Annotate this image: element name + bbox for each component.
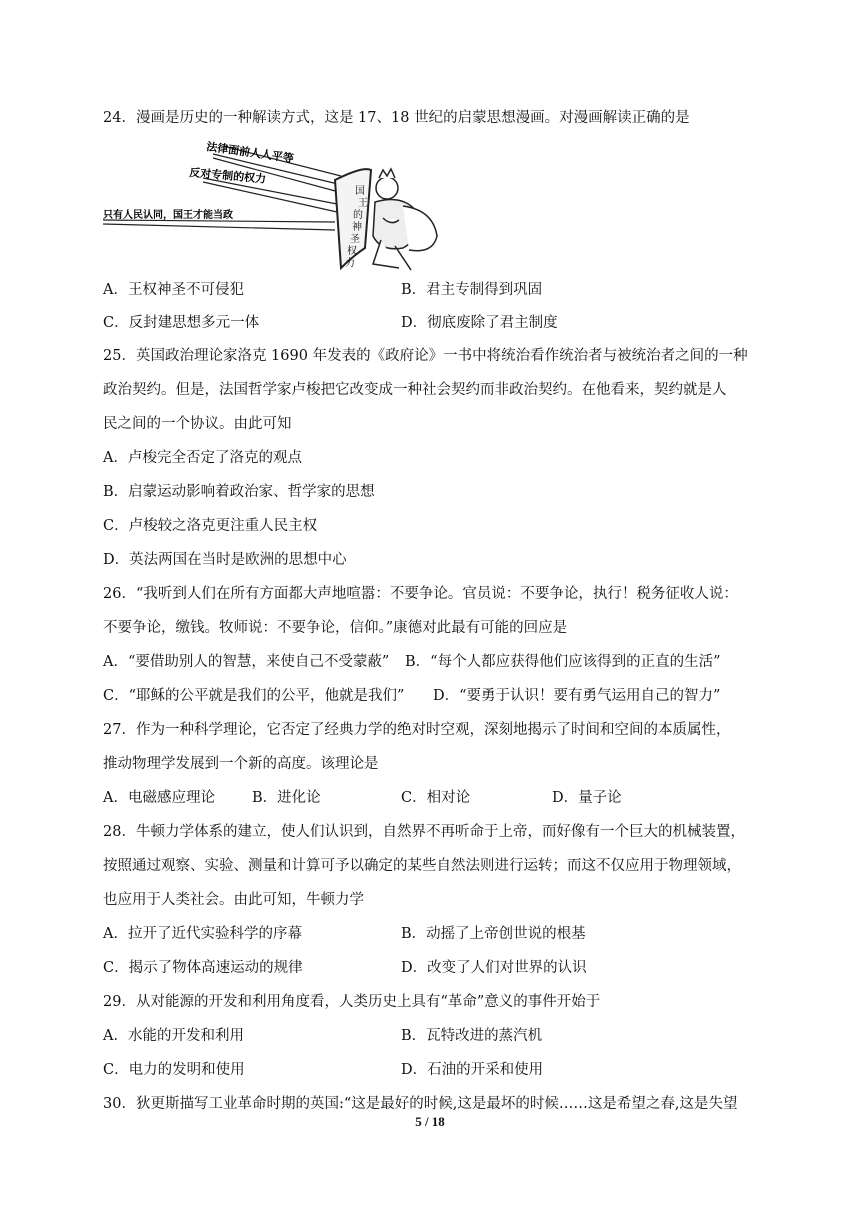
q25-line-2: 政治契约。但是，法国哲学家卢梭把它改变成一种社会契约而非政治契约。在他看来，契约就是人 [103,382,727,398]
cartoon-label-3: 只有人民认同，国王才能当政 [103,210,233,221]
q29-option-c: C．电力的发明和使用 [103,1062,245,1078]
q26-option-d: D．“要勇于认识！要有勇气运用自己的智力” [433,688,721,704]
q24-stem: 24．漫画是历史的一种解读方式，这是 17、18 世纪的启蒙思想漫画。对漫画解读正确的是 [103,110,690,126]
q25-option-c: C．卢梭较之洛克更注重人民主权 [103,518,318,534]
q28-line-1: 28．牛顿力学体系的建立，使人们认识到，自然界不再听命于上帝，而好像有一个巨大的机械装置， [103,824,745,840]
q27-option-a: A．电磁感应理论 [103,790,215,806]
q24-option-d: D．彻底废除了君主制度 [401,315,558,331]
enlightenment-cartoon [103,136,443,276]
q27-line-2: 推动物理学发展到一个新的高度。该理论是 [103,756,379,772]
q25-option-d: D．英法两国在当时是欧洲的思想中心 [103,552,347,568]
q26-line-2: 不要争论，缴钱。牧师说：不要争论，信仰。”康德对此最有可能的回应是 [103,620,568,636]
q30-stem: 30．狄更斯描写工业革命时期的英国:“这是最好的时候,这是最坏的时候……这是希望之春,这是失望 [103,1096,738,1112]
q29-option-a: A．水能的开发和利用 [103,1028,244,1044]
page-number: 5 / 18 [415,1114,445,1129]
q29-stem: 29．从对能源的开发和利用角度看，人类历史上具有“革命”意义的事件开始于 [103,994,601,1010]
q24-option-a: A．王权神圣不可侵犯 [103,282,244,298]
q28-line-3: 也应用于人类社会。由此可知，牛顿力学 [103,892,364,908]
q25-option-b: B．启蒙运动影响着政治家、哲学家的思想 [103,484,375,500]
q28-option-a: A．拉开了近代实验科学的序幕 [103,926,302,942]
q27-option-d: D．量子论 [552,790,622,806]
q28-option-d: D．改变了人们对世界的认识 [401,960,587,976]
q26-line-1: 26．“我听到人们在所有方面都大声地喧嚣：不要争论。官员说：不要争论，执行！税务征收人说： [103,586,738,602]
cartoon-label-2: 反对专制的权力 [188,166,267,186]
q27-option-b: B．进化论 [252,790,321,806]
q29-option-b: B．瓦特改进的蒸汽机 [401,1028,543,1044]
q28-option-b: B．动摇了上帝创世说的根基 [401,926,586,942]
q27-line-1: 27．作为一种科学理论，它否定了经典力学的绝对时空观，深刻地揭示了时间和空间的本质属性， [103,722,731,738]
q26-option-b: B．“每个人都应获得他们应该得到的正直的生活” [405,654,721,670]
cartoon-label-1: 法律面前人人平等 [205,140,295,166]
q24-option-b: B．君主专制得到巩固 [401,282,543,298]
q25-option-a: A．卢梭完全否定了洛克的观点 [103,450,302,466]
cartoon-shield-text: 国王的 神圣权力 [345,186,368,269]
king-figure-icon [373,169,437,270]
q27-option-c: C．相对论 [401,790,471,806]
q28-option-c: C．揭示了物体高速运动的规律 [103,960,303,976]
q28-line-2: 按照通过观察、实验、测量和计算可予以确定的某些自然法则进行运转；而这不仅应用于物理领域， [103,858,741,874]
q29-option-d: D．石油的开采和使用 [401,1062,544,1078]
q25-line-1: 25．英国政治理论家洛克 1690 年发表的《政府论》一书中将统治看作统治者与被统治者之间的一种 [103,348,748,364]
q26-option-a: A．“要借助别人的智慧，来使自己不受蒙蔽” [103,654,390,670]
q26-option-c: C．“耶稣的公平就是我们的公平，他就是我们” [103,688,405,704]
q25-line-3: 民之间的一个协议。由此可知 [103,416,292,432]
q24-option-c: C．反封建思想多元一体 [103,315,260,331]
